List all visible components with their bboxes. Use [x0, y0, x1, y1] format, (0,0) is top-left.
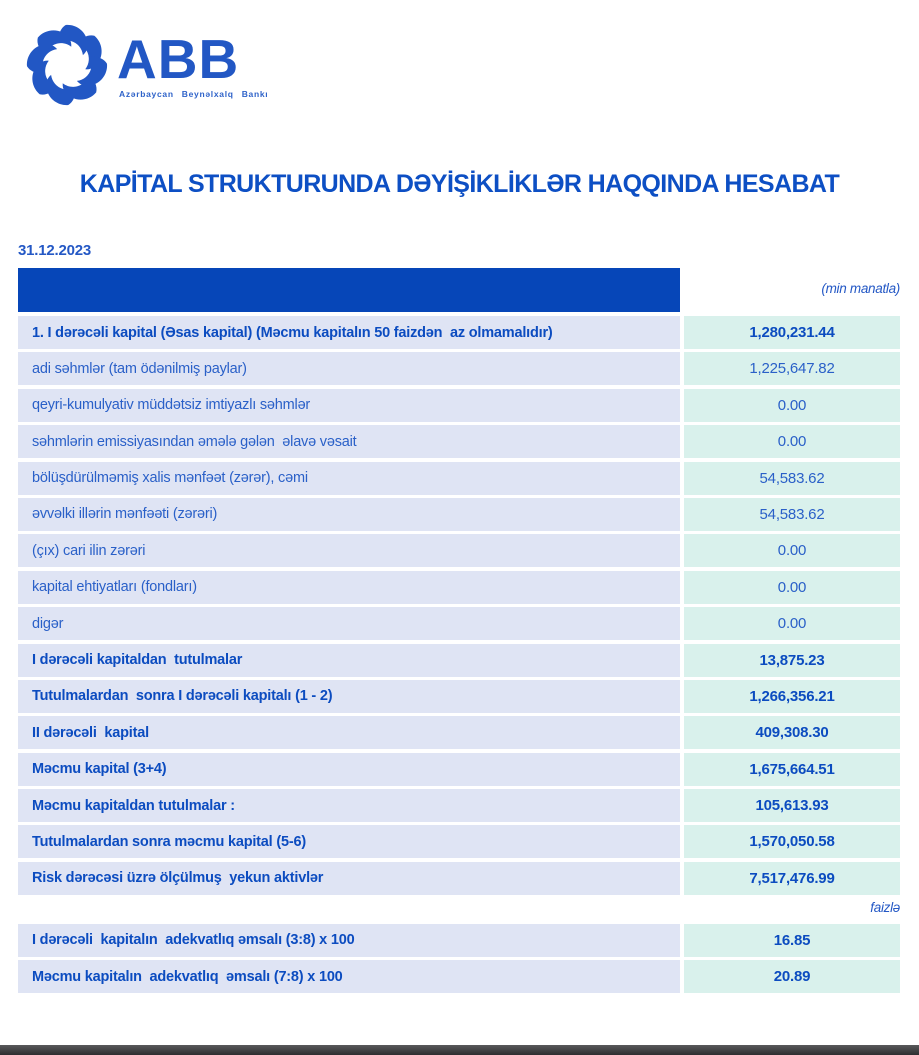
row-value: 0.00 — [684, 389, 900, 422]
row-value: 0.00 — [684, 607, 900, 640]
row-label: Məcmu kapitalın adekvatlıq əmsalı (7:8) x 100 — [18, 960, 680, 993]
table-row — [18, 352, 900, 385]
brand-text — [117, 28, 269, 99]
row-value: 1,675,664.51 — [684, 753, 900, 786]
row-label: Tutulmalardan sonra məcmu kapital (5-6) — [18, 825, 680, 858]
row-label: bölüşdürülməmiş xalis mənfəət (zərər), cəmi — [18, 462, 680, 495]
row-value: 0.00 — [684, 534, 900, 567]
row-value: 0.00 — [684, 571, 900, 604]
capital-structure-table — [18, 268, 900, 997]
table-row — [18, 462, 900, 495]
row-label: I dərəcəli kapitaldan tutulmalar — [18, 644, 680, 677]
unit-note-faizle: faizlə — [870, 899, 900, 915]
row-value: 7,517,476.99 — [684, 862, 900, 895]
row-label: digər — [18, 607, 680, 640]
row-value: 1,280,231.44 — [684, 316, 900, 349]
row-label: II dərəcəli kapital — [18, 716, 680, 749]
table-row — [18, 644, 900, 677]
abb-logo — [20, 22, 268, 108]
row-value: 105,613.93 — [684, 789, 900, 822]
row-label: Məcmu kapitaldan tutulmalar : — [18, 789, 680, 822]
row-label: kapital ehtiyatları (fondları) — [18, 571, 680, 604]
row-value: 20.89 — [684, 960, 900, 993]
table-row — [18, 924, 900, 957]
table-header-row — [18, 268, 900, 312]
report-date: 31.12.2023 — [18, 242, 92, 259]
table-row — [18, 534, 900, 567]
table-row — [18, 960, 900, 993]
row-value: 1,225,647.82 — [684, 352, 900, 385]
unit-note-min-manatla: (min manatla) — [821, 281, 900, 296]
row-label: Məcmu kapital (3+4) — [18, 753, 680, 786]
row-value: 0.00 — [684, 425, 900, 458]
table-rows — [18, 316, 900, 895]
table-row — [18, 571, 900, 604]
row-value: 1,570,050.58 — [684, 825, 900, 858]
row-value: 54,583.62 — [684, 462, 900, 495]
row-value: 16.85 — [684, 924, 900, 957]
table-row — [18, 789, 900, 822]
row-label: əvvəlki illərin mənfəəti (zərəri) — [18, 498, 680, 531]
row-label: Risk dərəcəsi üzrə ölçülmuş yekun aktivlər — [18, 862, 680, 895]
table-row — [18, 716, 900, 749]
abb-swirl-icon — [20, 22, 114, 108]
row-label: qeyri-kumulyativ müddətsiz imtiyazlı səhmlər — [18, 389, 680, 422]
table-header-bar — [18, 268, 680, 312]
row-value: 13,875.23 — [684, 644, 900, 677]
report-title: KAPİTAL STRUKTURUNDA DƏYİŞİKLİKLƏR HAQQINDA HESABAT — [79, 170, 840, 198]
table-row — [18, 825, 900, 858]
table-row — [18, 607, 900, 640]
table-row — [18, 753, 900, 786]
table-row — [18, 498, 900, 531]
table-row — [18, 425, 900, 458]
row-value: 409,308.30 — [684, 716, 900, 749]
row-label: I dərəcəli kapitalın adekvatlıq əmsalı (3:8) x 100 — [18, 924, 680, 957]
row-label: 1. I dərəcəli kapital (Əsas kapital) (Məcmu kapitalın 50 faizdən az olmamalıdır) — [18, 316, 680, 349]
row-label: adi səhmlər (tam ödənilmiş paylar) — [18, 352, 680, 385]
footer-bar — [0, 1045, 919, 1055]
row-value: 54,583.62 — [684, 498, 900, 531]
brand-name: ABB — [117, 28, 240, 90]
row-value: 1,266,356.21 — [684, 680, 900, 713]
brand-tagline: Azərbaycan Beynəlxalq Bankı — [119, 88, 269, 99]
table-row — [18, 316, 900, 349]
table-row — [18, 389, 900, 422]
ratio-rows — [18, 924, 900, 993]
row-label: Tutulmalardan sonra I dərəcəli kapitalı (1 - 2) — [18, 680, 680, 713]
row-label: (çıx) cari ilin zərəri — [18, 534, 680, 567]
table-row — [18, 680, 900, 713]
row-label: səhmlərin emissiyasından əmələ gələn əlavə vəsait — [18, 425, 680, 458]
table-row — [18, 862, 900, 895]
